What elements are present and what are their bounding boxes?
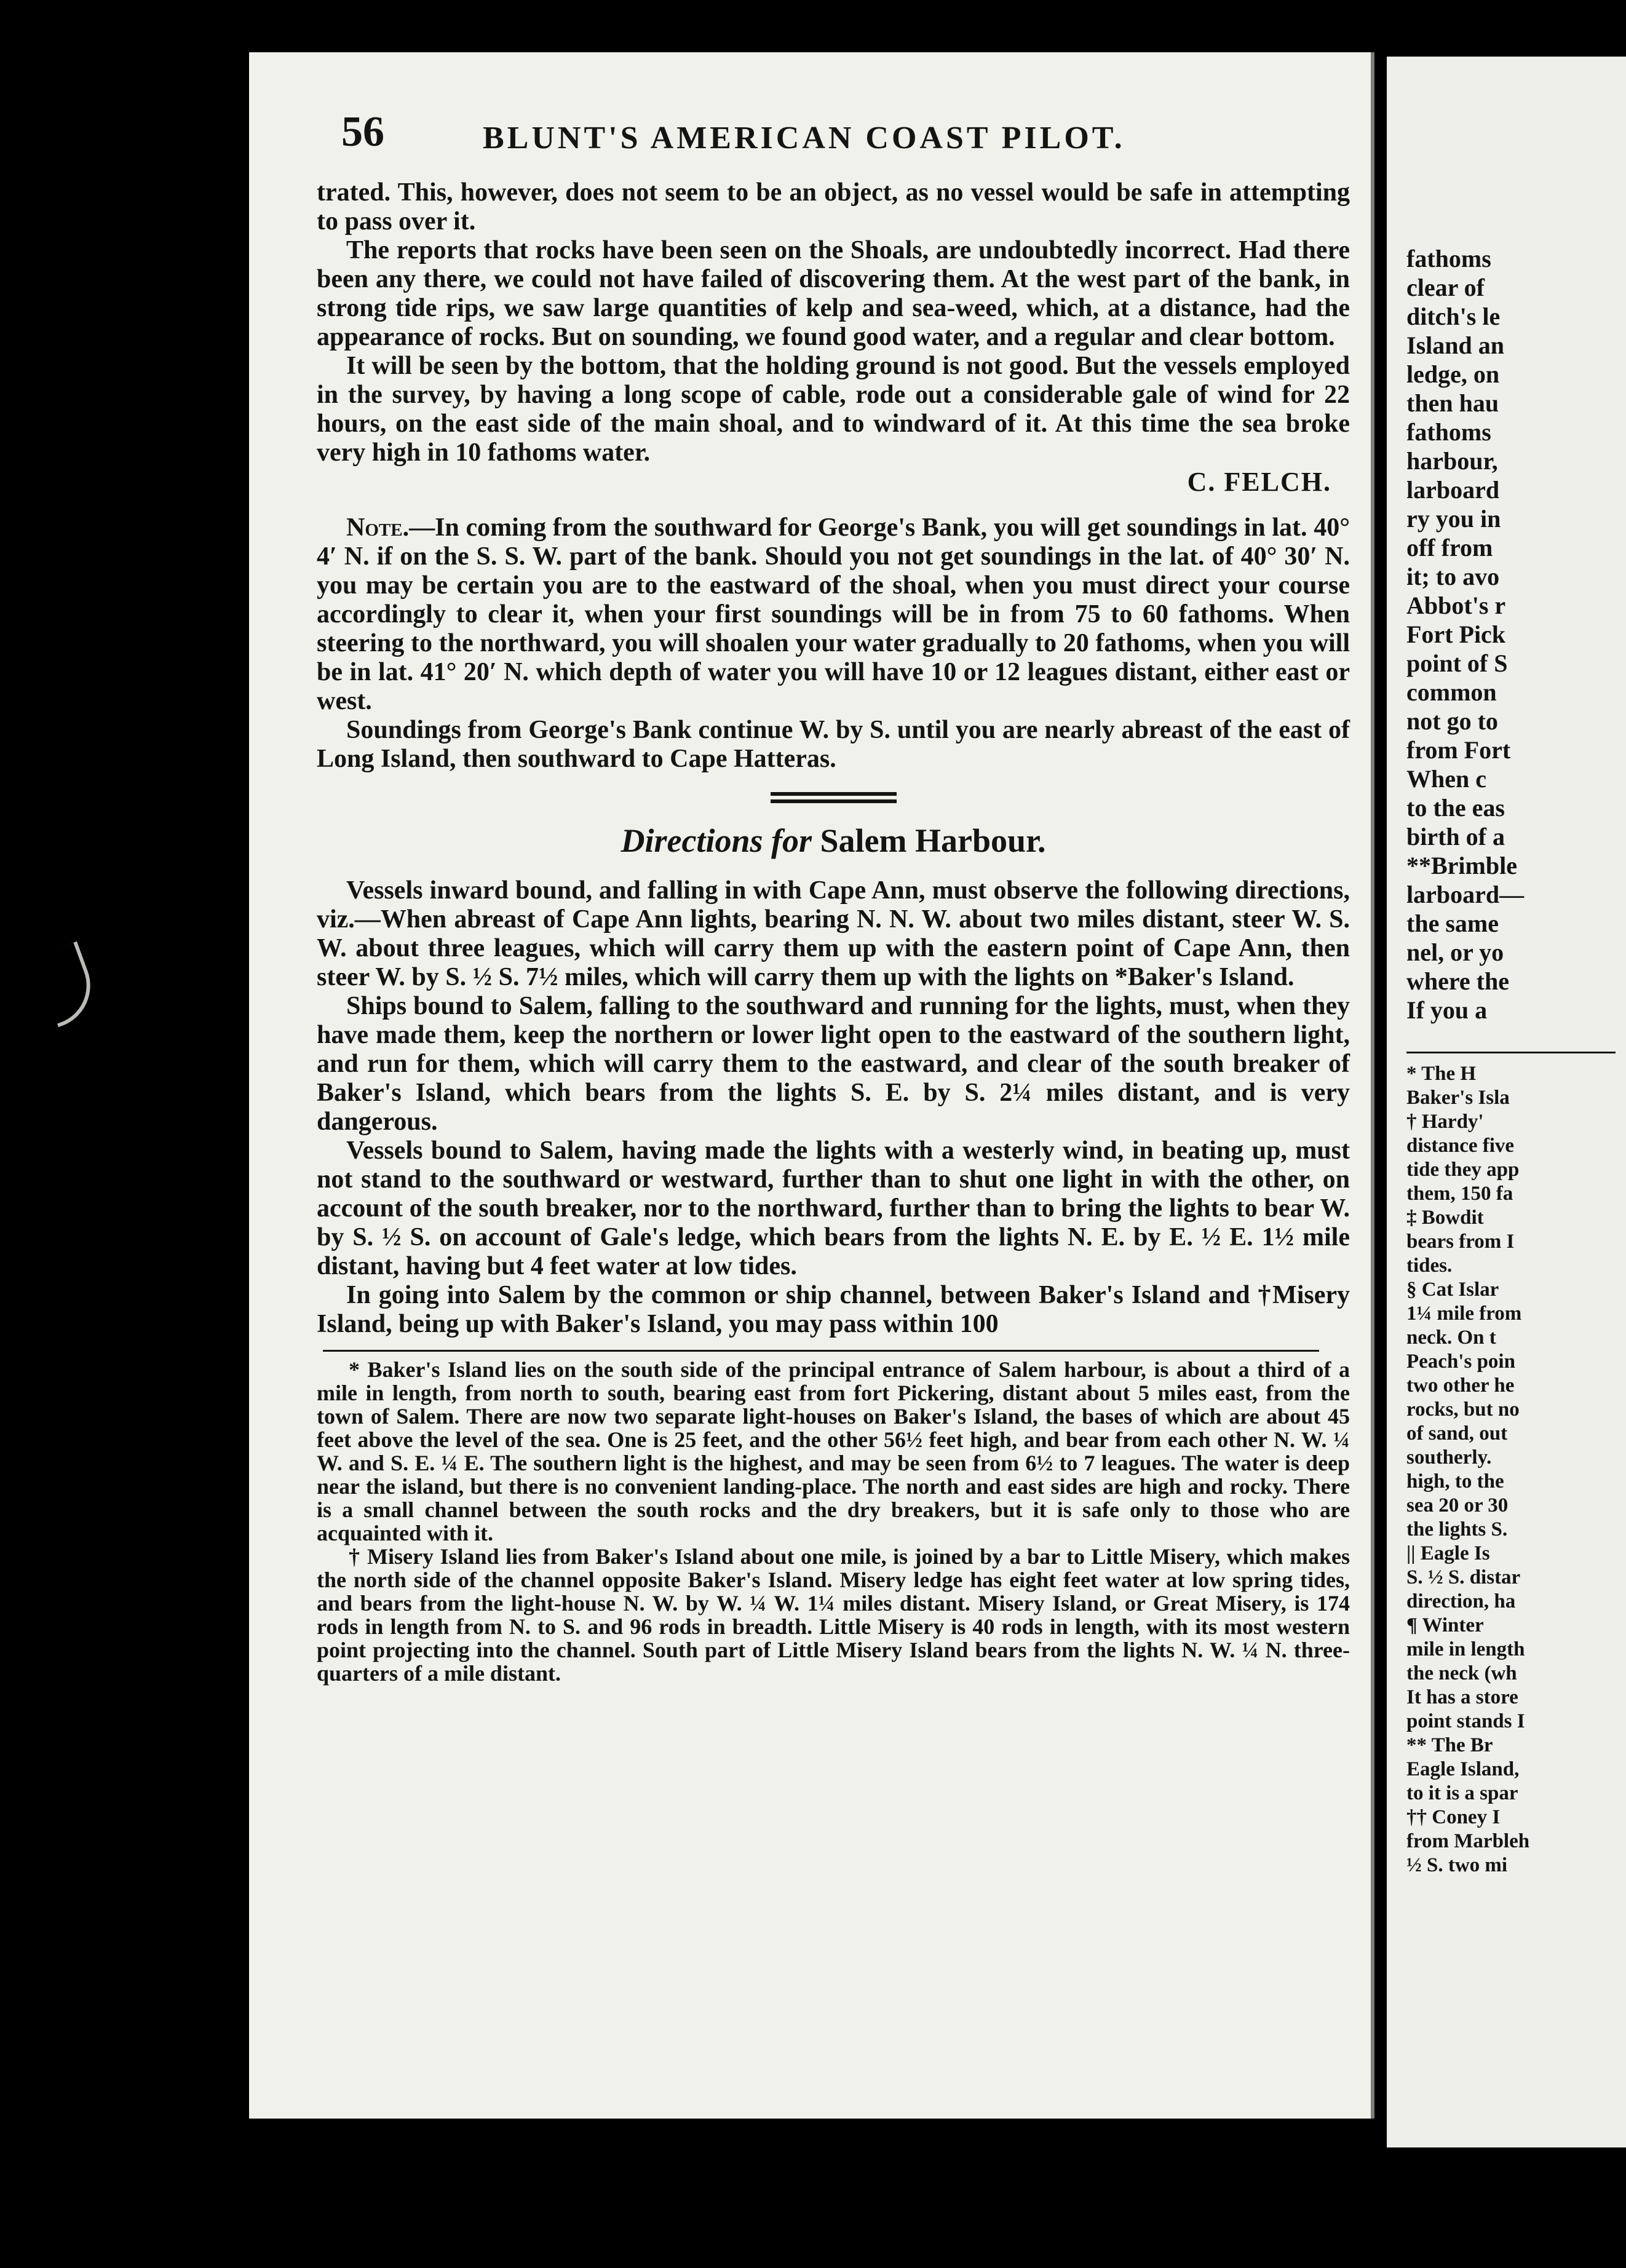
facing-page: [1387, 57, 1626, 2147]
facing-footnote-line: ** The Br: [1406, 1734, 1493, 1756]
facing-footnote-line: * The H: [1406, 1063, 1477, 1085]
facing-line: point of S: [1406, 649, 1508, 677]
note-text: —In coming from the southward for George's Bank, you will get soundings in lat. 40° 4′ N. if on the S. S. W. part of the bank. Should you not get soundings in the lat. of 40° 30′ N. you may be certain you are to the eastward of the shoal, when you must direct your course accordingly to clear it, when your first soundings will be in from 75 to 60 fathoms. When steering to the northward, you will shoalen your water gradually to 20 fathoms, when you will be in lat. 41° 20′ N. which depth of water you will have 10 or 12 leagues distant, either east or west.: [317, 513, 1350, 715]
facing-line: Fort Pick: [1406, 621, 1506, 648]
running-title: BLUNT'S AMERICAN COAST PILOT.: [483, 121, 1125, 156]
facing-footnote-line: them, 150 fa: [1406, 1183, 1513, 1205]
facing-footnote-line: distance five: [1406, 1135, 1515, 1157]
facing-line: If you a: [1406, 996, 1488, 1024]
facing-footnote-line: the neck (wh: [1406, 1662, 1517, 1684]
facing-footnote-line: ‡ Bowdit: [1406, 1207, 1484, 1229]
facing-footnote-line: the lights S.: [1406, 1518, 1508, 1540]
page-header: [341, 108, 1356, 181]
facing-footnote-rule: [1406, 1052, 1616, 1053]
section-title: [317, 822, 1350, 859]
facing-footnote-line: sea 20 or 30: [1406, 1494, 1509, 1517]
facing-footnote-line: point stands I: [1406, 1710, 1525, 1732]
facing-line: fathoms: [1406, 418, 1491, 446]
footnote: † Misery Island lies from Baker's Island about one mile, is joined by a bar to Little Misery, which makes the north side of the channel opposite Baker's Island. Misery ledge has eight feet water at low spring tides, and bears from the light-house N. W. by W. ¼ W. 1¼ miles distant. Misery Island, or Great Misery, is 174 rods in length from N. to S. and 96 rods in breadth. Little Misery is 40 rods in length, with its most western point projecting into the channel. South part of Little Misery Island bears from the lights N. W. ¼ N. three-quarters of a mile distant.: [317, 1544, 1350, 1686]
paragraph: The reports that rocks have been seen on the Shoals, are undoubtedly incorrect. Had there been any there, we could not have failed of discovering them. At the west part of the bank, in strong tide rips, we saw large quantities of kelp and sea-weed, which, at a distance, had the appearance of rocks. But on sounding, we found good water, and a regular and clear bottom.: [317, 236, 1350, 351]
facing-footnote-line: ½ S. two mi: [1406, 1854, 1508, 1876]
footnote: * Baker's Island lies on the south side of the principal entrance of Salem harbour, is about a third of a mile in length, from north to south, bearing east from fort Pickering, distant about 5 miles east, from the town of Salem. There are now two separate light-houses on Baker's Island, the bases of which are about 45 feet above the level of the sea. One is 25 feet, and the other 56½ feet high, and bear from each other N. W. ¼ W. and S. E. ¼ E. The southern light is the highest, and may be seen from 6½ to 7 leagues. The water is deep near the island, but there is no convenient landing-place. The north and east sides are high and rocky. There is a small channel between the south rocks and the dry breakers, but it is safe only to those who are acquainted with it.: [317, 1357, 1350, 1545]
facing-footnote-line: tides.: [1406, 1255, 1453, 1277]
facing-line: ditch's le: [1406, 303, 1501, 330]
facing-footnote-line: S. ½ S. distar: [1406, 1566, 1521, 1588]
facing-line: When c: [1406, 765, 1486, 793]
note-label: Note.: [346, 513, 410, 542]
note-paragraph: [317, 513, 1350, 716]
paragraph: Ships bound to Salem, falling to the southward and running for the lights, must, when they have made them, keep the northern or lower light open to the eastward of the southern light, and run for them, which will carry them to the eastward, and clear of the south breaker of Baker's Island, which bears from the lights S. E. by S. 2¼ miles distant, and is very dangerous.: [317, 992, 1350, 1136]
facing-footnote-line: high, to the: [1406, 1470, 1504, 1493]
page-body: [317, 178, 1350, 1685]
section-divider: [771, 792, 897, 803]
facing-line: where the: [1406, 967, 1509, 995]
signature: C. FELCH.: [1187, 467, 1331, 497]
facing-line: Island an: [1406, 331, 1504, 359]
facing-line: clear of: [1406, 274, 1485, 301]
facing-line: **Brimble: [1406, 852, 1517, 879]
facing-line: larboard: [1406, 476, 1500, 504]
facing-line: from Fort: [1406, 736, 1511, 764]
facing-line: common: [1406, 678, 1497, 706]
facing-line: to the eas: [1406, 794, 1505, 822]
facing-footnote-line: mile in length: [1406, 1638, 1525, 1660]
facing-line: nel, or yo: [1406, 938, 1504, 966]
spacer: [1406, 1025, 1616, 1043]
facing-line: ledge, on: [1406, 360, 1500, 388]
facing-line: fathoms: [1406, 245, 1491, 272]
paragraph: In going into Salem by the common or ship channel, between Baker's Island and †Misery Island, being up with Baker's Island, you may pass within 100: [317, 1281, 1350, 1338]
facing-line: Abbot's r: [1406, 592, 1506, 619]
facing-line: birth of a: [1406, 823, 1505, 850]
facing-footnote-line: Baker's Isla: [1406, 1087, 1510, 1109]
facing-line: harbour,: [1406, 447, 1498, 475]
facing-page-text: [1406, 244, 1616, 1877]
section-title-italic: Directions for: [621, 822, 812, 859]
left-page: [249, 52, 1374, 2119]
footnote-rule: [323, 1350, 1319, 1352]
facing-line: not go to: [1406, 707, 1498, 735]
facing-footnote-line: bears from I: [1406, 1231, 1515, 1253]
footnotes: [317, 1358, 1350, 1685]
facing-footnote-line: Eagle Island,: [1406, 1758, 1520, 1780]
facing-footnote-line: from Marbleh: [1406, 1830, 1530, 1852]
facing-line: off from: [1406, 534, 1493, 561]
facing-line: it; to avo: [1406, 563, 1500, 590]
margin-mark: [33, 942, 103, 1028]
facing-line: ry you in: [1406, 505, 1501, 533]
facing-footnote-line: southerly.: [1406, 1446, 1492, 1469]
facing-footnote-line: †† Coney I: [1406, 1806, 1501, 1828]
paragraph: Soundings from George's Bank continue W. by S. until you are nearly abreast of the east of Long Island, then southward to Cape Hatteras.: [317, 716, 1350, 773]
facing-footnote-line: neck. On t: [1406, 1326, 1496, 1349]
facing-footnote-line: § Cat Islar: [1406, 1279, 1499, 1301]
section-title-roman: Salem Harbour.: [820, 822, 1046, 859]
paragraph: It will be seen by the bottom, that the holding ground is not good. But the vessels employed in the survey, by having a long scope of cable, rode out a considerable gale of wind for 22 hours, on the east side of the main shoal, and to windward of it. At this time the sea broke very high in 10 fathoms water.: [317, 352, 1350, 467]
facing-footnote-line: to it is a spar: [1406, 1782, 1518, 1804]
facing-footnote-line: two other he: [1406, 1374, 1515, 1397]
facing-line: then hau: [1406, 389, 1499, 417]
facing-footnote-line: || Eagle Is: [1406, 1542, 1490, 1564]
facing-footnote-line: ¶ Winter: [1406, 1614, 1484, 1636]
paragraph: Vessels inward bound, and falling in with Cape Ann, must observe the following directions, viz.—When abreast of Cape Ann lights, bearing N. N. W. about two miles distant, steer W. S. W. about three leagues, which will carry them up with the eastern point of Cape Ann, then steer W. by S. ½ S. 7½ miles, which will carry them up with the lights on *Baker's Island.: [317, 876, 1350, 991]
facing-footnote-line: It has a store: [1406, 1686, 1518, 1708]
paragraph: trated. This, however, does not seem to be an object, as no vessel would be safe in attempting to pass over it.: [317, 178, 1350, 236]
facing-footnote-line: rocks, but no: [1406, 1398, 1520, 1421]
paragraph: Vessels bound to Salem, having made the lights with a westerly wind, in beating up, must not stand to the southward or westward, further than to shut one light in with the other, on account of the south breaker, nor to the northward, further than to bring the lights to bear W. by S. ½ S. on account of Gale's ledge, which bears from the lights N. E. by E. ½ E. 1½ mile distant, having but 4 feet water at low tides.: [317, 1136, 1350, 1280]
page-number: 56: [341, 108, 384, 156]
facing-footnote-line: of sand, out: [1406, 1422, 1508, 1445]
facing-line: the same: [1406, 910, 1499, 937]
facing-footnote-line: direction, ha: [1406, 1590, 1516, 1612]
facing-footnote-line: tide they app: [1406, 1159, 1520, 1181]
facing-line: larboard—: [1406, 881, 1525, 908]
facing-footnote-line: † Hardy': [1406, 1111, 1484, 1133]
facing-footnote-line: 1¼ mile from: [1406, 1303, 1522, 1325]
facing-footnote-line: Peach's poin: [1406, 1350, 1515, 1373]
